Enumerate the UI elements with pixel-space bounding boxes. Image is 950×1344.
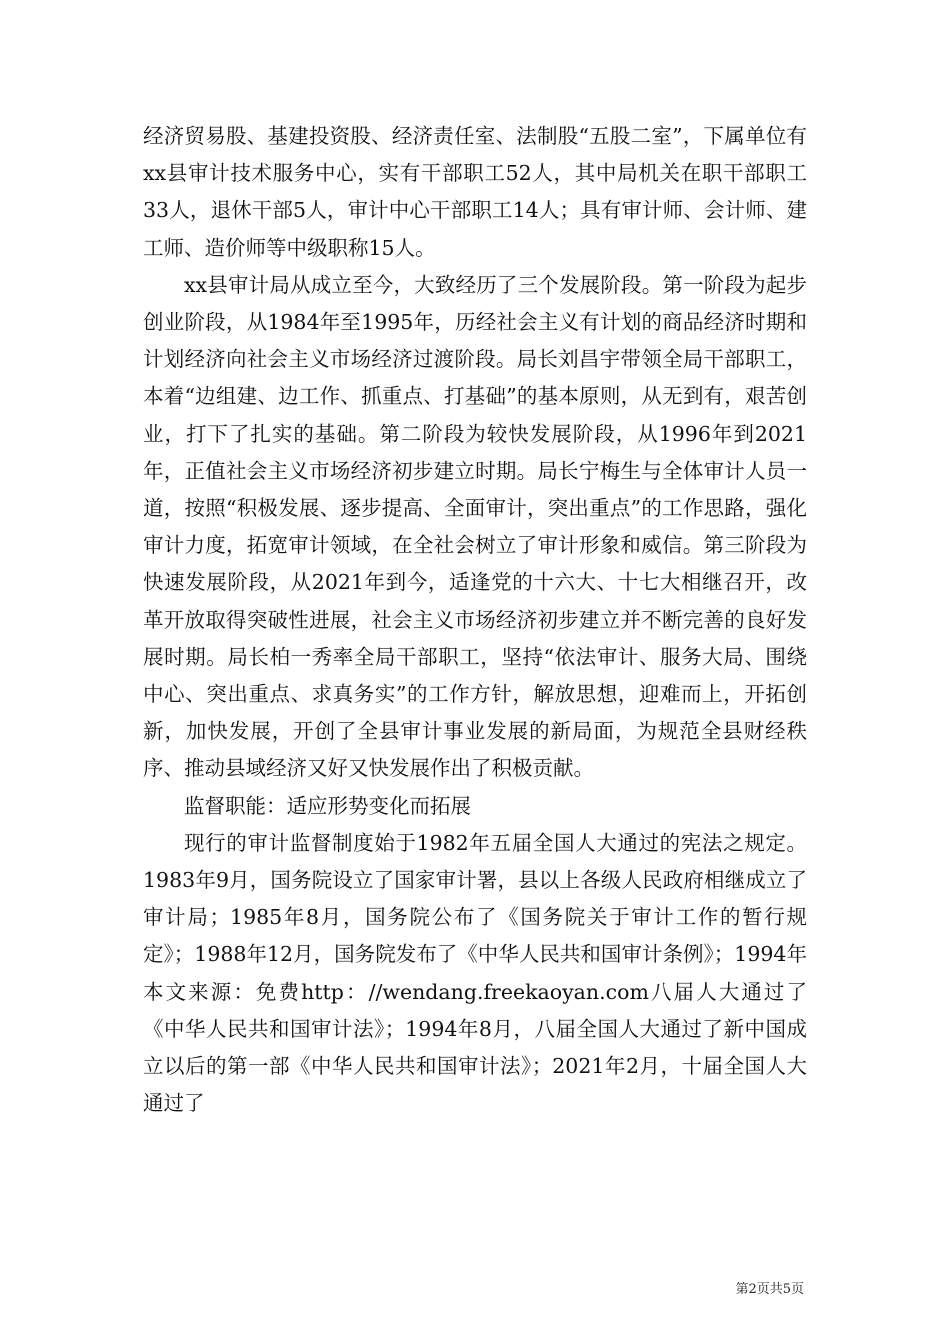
paragraph-development-stages: xx县审计局从成立至今，大致经历了三个发展阶段。第一阶段为起步创业阶段，从1984年至1995年，历经社会主义有计划的商品经济时期和计划经济向社会主义市场经济过渡阶段。局长刘昌宇带领全局干部职工，本着“边组建、边工作、抓重点、打基础”的基本原则，从无到有，艰苦创业，打下了扎实的基础。第二阶段为较快发展阶段，从1996年到2021年，正值社会主义市场经济初步建立时期。局长宁梅生与全体审计人员一道，按照“积极发展、逐步提高、全面审计，突出重点”的工作思路，强化审计力度，拓宽审计领域，在全社会树立了审计形象和威信。第三阶段为快速发展阶段，从2021年到今，适逢党的十六大、十七大相继召开，改革开放取得突破性进展，社会主义市场经济初步建立并不断完善的良好发展时期。局长柏一秀率全局干部职工，坚持“依法审计、服务大局、围绕中心、突出重点、求真务实”的工作方针，解放思想，迎难而上，开拓创新，加快发展，开创了全县审计事业发展的新局面，为规范全县财经秩序、推动县域经济又好又快发展作出了积极贡献。 [143, 272, 807, 781]
document-body [143, 118, 807, 1122]
section-heading-supervision: 监督职能：适应形势变化而拓展 [184, 793, 471, 818]
paragraph-staff-structure: 经济贸易股、基建投资股、经济责任室、法制股“五股二室”，下属单位有xx县审计技术服务中心，实有干部职工52人，其中局机关在职干部职工33人，退休干部5人，审计中心干部职工14人；具有审计师、会计师、建工师、造价师等中级职称15人。 [143, 124, 807, 260]
paragraph-audit-history: 现行的审计监督制度始于1982年五届全国人大通过的宪法之规定。1983年9月，国务院设立了国家审计署，县以上各级人民政府相继成立了审计局；1985年8月，国务院公布了《国务院关于审计工作的暂行规定》；1988年12月，国务院发布了《中华人民共和国审计条例》；1994年本文来源：免费http：//wendang.freekaoyan.com八届人大通过了《中华人民共和国审计法》；1994年8月，八届全国人大通过了新中国成立以后的第一部《中华人民共和国审计法》；2021年2月，十届全国人大通过了 [143, 830, 807, 1116]
page-number-footer: 第2页共5页 [735, 1282, 804, 1297]
